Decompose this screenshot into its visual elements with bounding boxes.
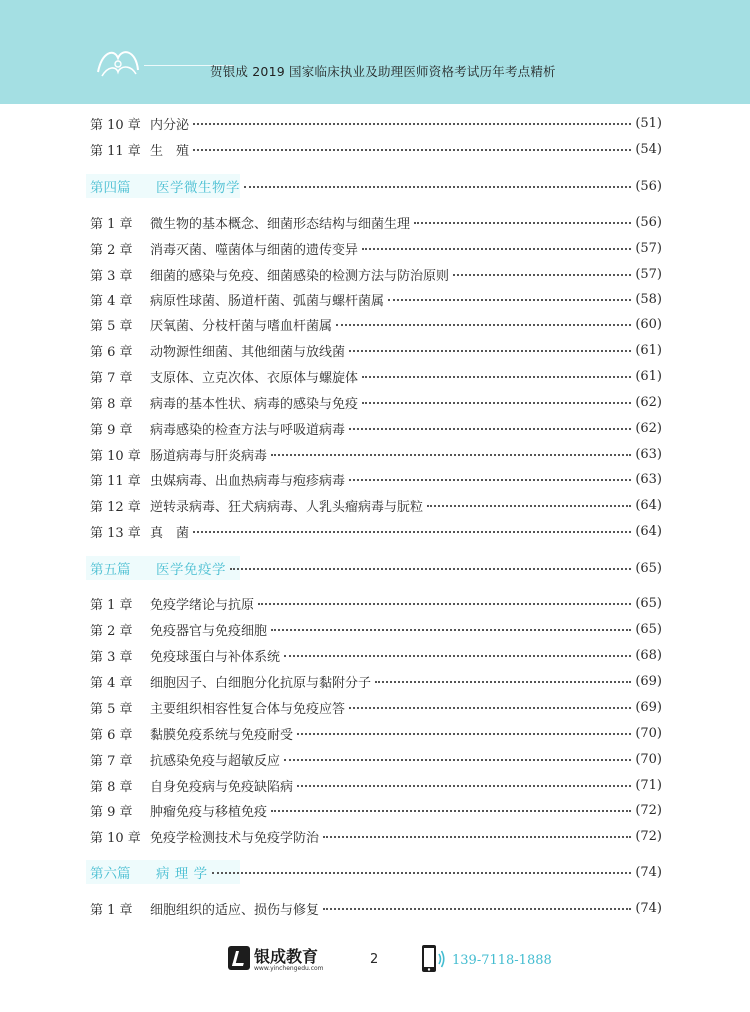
publisher-name: 银成教育 xyxy=(254,947,319,966)
page-ref: (64) xyxy=(635,497,662,513)
chapter-title: 自身免疫病与免疫缺陷病 xyxy=(150,779,294,795)
page-ref: (69) xyxy=(635,673,662,689)
chapter-title: 免疫器官与免疫细胞 xyxy=(150,623,268,639)
chapter-title: 肿瘤免疫与移植免疫 xyxy=(150,804,268,820)
page-ref: (70) xyxy=(635,751,662,767)
dot-leader xyxy=(349,428,631,430)
toc-chapter-row xyxy=(90,495,662,515)
dot-leader xyxy=(271,454,631,456)
page-ref: (68) xyxy=(635,647,662,663)
page-ref: (58) xyxy=(635,291,662,307)
chapter-title: 生 殖 xyxy=(150,143,190,159)
dot-leader xyxy=(323,836,631,838)
chapter-title: 消毒灭菌、噬菌体与细菌的遗传变异 xyxy=(150,242,359,258)
toc-chapter-row xyxy=(90,418,662,438)
page-ref: (63) xyxy=(635,471,662,487)
page-ref: (56) xyxy=(635,214,662,230)
dot-leader xyxy=(362,248,631,250)
chapter-number: 第 7 章 xyxy=(90,370,133,386)
chapter-number: 第 13 章 xyxy=(90,525,141,541)
dot-leader xyxy=(388,299,631,301)
dot-leader xyxy=(193,123,631,125)
publisher-badge-icon xyxy=(228,946,250,970)
chapter-title: 病毒的基本性状、病毒的感染与免疫 xyxy=(150,396,359,412)
chapter-title: 动物源性细菌、其他细菌与放线菌 xyxy=(150,344,346,360)
dot-leader xyxy=(244,186,631,188)
chapter-number: 第 2 章 xyxy=(90,242,133,258)
dot-leader xyxy=(284,655,631,657)
page-ref: (74) xyxy=(635,864,662,880)
chapter-title: 肠道病毒与肝炎病毒 xyxy=(150,448,268,464)
chapter-number: 第 7 章 xyxy=(90,753,133,769)
toc-chapter-row xyxy=(90,289,662,309)
dot-leader xyxy=(212,872,632,874)
chapter-number: 第 11 章 xyxy=(90,143,141,159)
part-title: 医学免疫学 xyxy=(156,562,226,578)
chapter-number: 第 10 章 xyxy=(90,830,141,846)
toc-chapter-row xyxy=(90,645,662,665)
dot-leader xyxy=(362,402,631,404)
chapter-number: 第 1 章 xyxy=(90,216,133,232)
toc-chapter-row xyxy=(90,366,662,386)
chapter-number: 第 6 章 xyxy=(90,344,133,360)
chapter-number: 第 3 章 xyxy=(90,268,133,284)
chapter-title: 支原体、立克次体、衣原体与螺旋体 xyxy=(150,370,359,386)
toc-chapter-row xyxy=(90,593,662,613)
toc-part-row xyxy=(90,558,662,578)
page-ref: (61) xyxy=(635,342,662,358)
chapter-title: 主要组织相容性复合体与免疫应答 xyxy=(150,701,346,717)
page-ref: (72) xyxy=(635,802,662,818)
toc-chapter-row xyxy=(90,139,662,159)
chapter-number: 第 5 章 xyxy=(90,318,133,334)
chapter-title: 逆转录病毒、狂犬病病毒、人乳头瘤病毒与朊粒 xyxy=(150,499,424,515)
dot-leader xyxy=(284,759,631,761)
toc-part-row xyxy=(90,176,662,196)
part-number: 第四篇 xyxy=(90,180,131,196)
toc-chapter-row xyxy=(90,113,662,133)
page-ref: (60) xyxy=(635,316,662,332)
chapter-number: 第 1 章 xyxy=(90,597,133,613)
chapter-number: 第 6 章 xyxy=(90,727,133,743)
page-ref: (71) xyxy=(635,777,662,793)
chapter-number: 第 8 章 xyxy=(90,779,133,795)
part-number: 第六篇 xyxy=(90,866,131,882)
toc-part-row xyxy=(90,862,662,882)
chapter-title: 病原性球菌、肠道杆菌、弧菌与螺杆菌属 xyxy=(150,293,385,309)
page-ref: (51) xyxy=(635,115,662,131)
dot-leader xyxy=(323,908,631,910)
dot-leader xyxy=(230,568,631,570)
toc-chapter-row xyxy=(90,671,662,691)
toc-chapter-row xyxy=(90,749,662,769)
phone-number: 139-7118-1888 xyxy=(452,953,552,968)
toc-chapter-row xyxy=(90,898,662,918)
chapter-number: 第 9 章 xyxy=(90,804,133,820)
toc-chapter-row xyxy=(90,340,662,360)
chapter-number: 第 12 章 xyxy=(90,499,141,515)
mobile-phone-icon xyxy=(420,944,446,974)
toc-chapter-row xyxy=(90,723,662,743)
dot-leader xyxy=(258,603,631,605)
dot-leader xyxy=(297,785,631,787)
page-ref: (74) xyxy=(635,900,662,916)
toc-chapter-row xyxy=(90,521,662,541)
chapter-number: 第 11 章 xyxy=(90,473,141,489)
chapter-title: 病毒感染的检查方法与呼吸道病毒 xyxy=(150,422,346,438)
dot-leader xyxy=(349,479,631,481)
dot-leader xyxy=(271,629,631,631)
toc-chapter-row xyxy=(90,697,662,717)
chapter-title: 细胞组织的适应、损伤与修复 xyxy=(150,902,320,918)
dot-leader xyxy=(375,681,631,683)
running-header-title: 贺银成 2019 国家临床执业及助理医师资格考试历年考点精析 xyxy=(210,64,556,79)
part-title: 病 理 学 xyxy=(156,866,208,882)
dot-leader xyxy=(453,274,631,276)
chapter-title: 细菌的感染与免疫、细菌感染的检测方法与防治原则 xyxy=(150,268,450,284)
page-ref: (64) xyxy=(635,523,662,539)
chapter-title: 虫媒病毒、出血热病毒与疱疹病毒 xyxy=(150,473,346,489)
chapter-number: 第 9 章 xyxy=(90,422,133,438)
chapter-title: 内分泌 xyxy=(150,117,190,133)
dot-leader xyxy=(349,707,631,709)
chapter-title: 免疫球蛋白与补体系统 xyxy=(150,649,281,665)
page-ref: (65) xyxy=(635,595,662,611)
publisher-url: www.yinchengedu.com xyxy=(254,965,324,972)
chapter-number: 第 8 章 xyxy=(90,396,133,412)
page-ref: (56) xyxy=(635,178,662,194)
chapter-title: 细胞因子、白细胞分化抗原与黏附分子 xyxy=(150,675,372,691)
dot-leader xyxy=(336,324,631,326)
page-ref: (57) xyxy=(635,240,662,256)
toc-chapter-row xyxy=(90,775,662,795)
page-ref: (69) xyxy=(635,699,662,715)
dot-leader xyxy=(349,350,631,352)
toc-chapter-row xyxy=(90,826,662,846)
chapter-title: 免疫学绪论与抗原 xyxy=(150,597,255,613)
toc-chapter-row xyxy=(90,212,662,232)
chapter-title: 免疫学检测技术与免疫学防治 xyxy=(150,830,320,846)
chapter-number: 第 3 章 xyxy=(90,649,133,665)
chapter-number: 第 2 章 xyxy=(90,623,133,639)
chapter-number: 第 4 章 xyxy=(90,293,133,309)
chapter-number: 第 10 章 xyxy=(90,117,141,133)
dot-leader xyxy=(193,149,631,151)
page-ref: (72) xyxy=(635,828,662,844)
publisher-logo xyxy=(228,944,340,976)
chapter-title: 厌氧菌、分枝杆菌与嗜血杆菌属 xyxy=(150,318,333,334)
page-ref: (57) xyxy=(635,266,662,282)
toc-chapter-row xyxy=(90,800,662,820)
page-ref: (62) xyxy=(635,394,662,410)
part-number: 第五篇 xyxy=(90,562,131,578)
toc-chapter-row xyxy=(90,238,662,258)
chapter-title: 黏膜免疫系统与免疫耐受 xyxy=(150,727,294,743)
page-ref: (63) xyxy=(635,446,662,462)
page-ref: (65) xyxy=(635,560,662,576)
dot-leader xyxy=(193,531,631,533)
dot-leader xyxy=(362,376,631,378)
toc-chapter-row xyxy=(90,392,662,412)
page-ref: (62) xyxy=(635,420,662,436)
chapter-title: 微生物的基本概念、细菌形态结构与细菌生理 xyxy=(150,216,411,232)
dot-leader xyxy=(271,810,631,812)
page-ref: (70) xyxy=(635,725,662,741)
chapter-number: 第 4 章 xyxy=(90,675,133,691)
toc-chapter-row xyxy=(90,314,662,334)
page-ref: (54) xyxy=(635,141,662,157)
toc-chapter-row xyxy=(90,264,662,284)
chapter-title: 抗感染免疫与超敏反应 xyxy=(150,753,281,769)
chapter-number: 第 1 章 xyxy=(90,902,133,918)
toc-chapter-row xyxy=(90,619,662,639)
dot-leader xyxy=(427,505,631,507)
chapter-title: 真 菌 xyxy=(150,525,190,541)
page-number: 2 xyxy=(370,952,379,967)
toc-chapter-row xyxy=(90,469,662,489)
chapter-number: 第 10 章 xyxy=(90,448,141,464)
dot-leader xyxy=(414,222,631,224)
page-ref: (65) xyxy=(635,621,662,637)
toc-chapter-row xyxy=(90,444,662,464)
part-title: 医学微生物学 xyxy=(156,180,240,196)
page-ref: (61) xyxy=(635,368,662,384)
dot-leader xyxy=(297,733,631,735)
chapter-number: 第 5 章 xyxy=(90,701,133,717)
